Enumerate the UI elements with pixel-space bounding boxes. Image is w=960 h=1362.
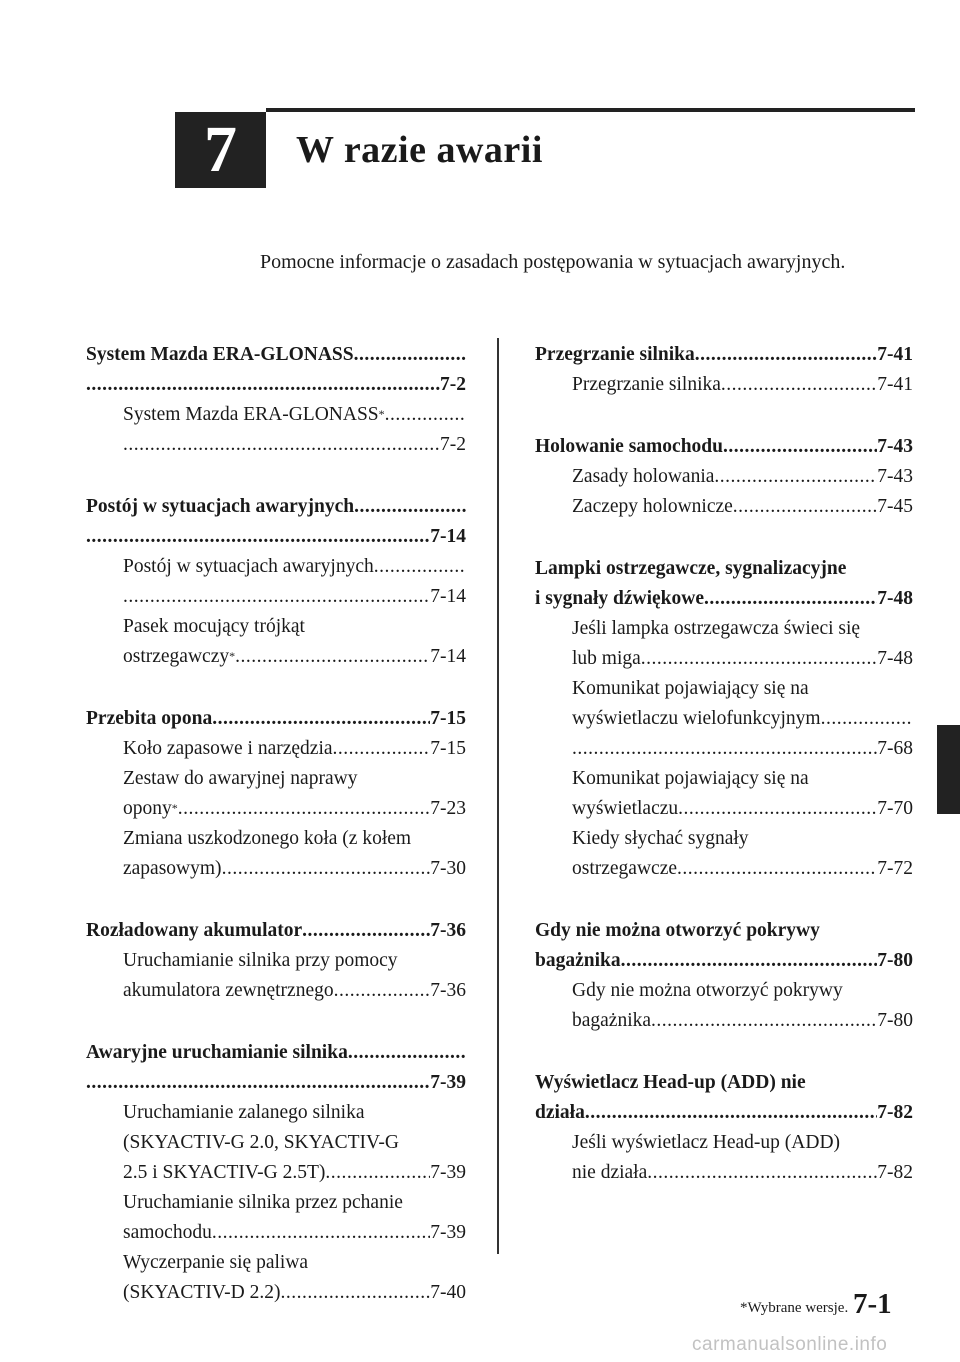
toc-page-ref: 7-23: [430, 798, 466, 819]
toc-entry-text: Komunikat pojawiający się na: [572, 768, 809, 789]
dot-leader: [374, 552, 466, 582]
toc-heading-line: [86, 370, 466, 400]
toc-heading-line: [86, 522, 466, 552]
toc-entry-text: Postój w sytuacjach awaryjnych: [123, 556, 374, 577]
toc-section: [535, 554, 913, 884]
dot-leader: [280, 1278, 430, 1308]
toc-entry-text: Holowanie samochodu: [535, 436, 723, 457]
dot-leader: [86, 370, 440, 400]
dot-leader: [123, 430, 440, 460]
dot-leader: [733, 492, 877, 522]
dot-leader: [385, 400, 466, 430]
toc-entry-text: Koło zapasowe i narzędzia: [123, 738, 333, 759]
toc-entry-text: Komunikat pojawiający się na: [572, 678, 809, 699]
toc-entry-text: Przebita opona: [86, 708, 213, 729]
dot-leader: [821, 704, 913, 734]
toc-page-ref: 7-80: [877, 950, 913, 971]
dot-leader: [123, 582, 430, 612]
toc-entry-line: System Mazda ERA-GLONASS * .....: [86, 400, 466, 430]
toc-entry-text: lub miga: [572, 648, 641, 669]
toc-heading-line: [535, 340, 913, 370]
toc-page-ref: 7-14: [430, 526, 466, 547]
toc-entry-text: wyświetlaczu wielofunkcyjnym: [572, 708, 821, 729]
toc-entry-line: [535, 1158, 913, 1188]
toc-entry-text: ostrzegawcze: [572, 858, 678, 879]
toc-entry-line: [86, 612, 466, 642]
toc-entry-text: Przegrzanie silnika: [535, 344, 695, 365]
chapter-title: W razie awarii: [296, 129, 543, 171]
toc-entry-line: [86, 946, 466, 976]
toc-entry-text: Jeśli wyświetlacz Head-up (ADD): [572, 1132, 841, 1153]
toc-entry-text: Wyczerpanie się paliwa: [123, 1252, 309, 1273]
toc-heading-line: [86, 1068, 466, 1098]
toc-entry-text: Zaczepy holownicze: [572, 496, 733, 517]
toc-entry-line: [535, 704, 913, 734]
toc-heading-line: [86, 704, 466, 734]
toc-page-ref: 7-45: [877, 496, 913, 517]
dot-leader: [178, 794, 431, 824]
dot-leader: [621, 946, 878, 976]
toc-entry-line: [535, 734, 913, 764]
toc-entry-text: zapasowym): [123, 858, 222, 879]
toc-page-ref: 7-68: [877, 738, 913, 759]
dot-leader: [714, 462, 877, 492]
toc-entry-text: 2.5 i SKYACTIV-G 2.5T): [123, 1162, 326, 1183]
toc-page-ref: 7-72: [877, 858, 913, 879]
toc-entry-line: [86, 1158, 466, 1188]
toc-entry-line: [86, 734, 466, 764]
dot-leader: [86, 522, 430, 552]
toc-page-ref: 7-14: [430, 646, 466, 667]
toc-page-ref: 7-43: [877, 436, 913, 457]
toc-entry-line: [535, 764, 913, 794]
toc-heading-line: [86, 492, 466, 522]
toc-entry-text: Awaryjne uruchamianie silnika: [86, 1042, 348, 1063]
toc-page-ref: 7-36: [430, 980, 466, 1001]
toc-page-ref: 7-40: [430, 1282, 466, 1303]
toc-page-ref: 7-82: [877, 1102, 913, 1123]
dot-leader: [302, 916, 430, 946]
toc-section: [86, 916, 466, 1006]
toc-entry-line: [86, 1248, 466, 1278]
dot-leader: [354, 340, 466, 370]
dot-leader: [647, 1158, 877, 1188]
toc-page-ref: 7-15: [430, 708, 466, 729]
toc-left-column: [86, 340, 466, 1340]
toc-entry-line: [86, 764, 466, 794]
toc-entry-text: Postój w sytuacjach awaryjnych: [86, 496, 355, 517]
toc-entry-line: [535, 674, 913, 704]
dot-leader: [222, 854, 431, 884]
dot-leader: [677, 854, 877, 884]
toc-page-ref: 7-41: [877, 344, 913, 365]
toc-entry-text: Wyświetlacz Head-up (ADD) nie: [535, 1072, 806, 1093]
toc-entry-text: System Mazda ERA-GLONASS: [123, 404, 379, 425]
chapter-intro: Pomocne informacje o zasadach postępowania w sytuacjach awaryjnych.: [260, 251, 846, 273]
toc-heading-line: [86, 1038, 466, 1068]
toc-section: [535, 1068, 913, 1188]
toc-section: [535, 916, 913, 1036]
toc-page-ref: 7-15: [430, 738, 466, 759]
toc-page-ref: 7-48: [877, 648, 913, 669]
dot-leader: [235, 642, 430, 672]
toc-entry-text: bagażnika: [572, 1010, 652, 1031]
toc-section: [535, 432, 913, 522]
toc-entry-text: nie działa: [572, 1162, 648, 1183]
toc-entry-text: Gdy nie można otworzyć pokrywy: [572, 980, 843, 1001]
title-rule: [266, 108, 915, 112]
toc-entry-line: [86, 1188, 466, 1218]
toc-entry-text: Zasady holowania: [572, 466, 715, 487]
toc-entry-line: [86, 1278, 466, 1308]
toc-entry-text: Uruchamianie silnika przez pchanie: [123, 1192, 403, 1213]
dot-leader: [585, 1098, 877, 1128]
toc-entry-line: [86, 430, 466, 460]
dot-leader: [721, 370, 877, 400]
toc-page-ref: 7-2: [440, 374, 466, 395]
dot-leader: [354, 492, 466, 522]
toc-page-ref: 7-39: [430, 1072, 466, 1093]
toc-heading-line: [535, 1098, 913, 1128]
toc-page-ref: 7-39: [430, 1162, 466, 1183]
toc-entry-line: [535, 976, 913, 1006]
column-divider: [497, 338, 499, 1254]
toc-heading-line: [535, 554, 913, 584]
chapter-number: 7: [204, 113, 237, 186]
toc-page-ref: 7-39: [430, 1222, 466, 1243]
dot-leader: [704, 584, 877, 614]
toc-entry-line: ostrzegawczy * ..... 7-14: [86, 642, 466, 672]
toc-entry-line: [535, 824, 913, 854]
toc-entry-text: (SKYACTIV-D 2.2): [123, 1282, 281, 1303]
dot-leader: [695, 340, 877, 370]
toc-entry-text: akumulatora zewnętrznego: [123, 980, 334, 1001]
dot-leader: [572, 734, 877, 764]
toc-entry-text: Zestaw do awaryjnej naprawy: [123, 768, 358, 789]
toc-page-ref: 7-30: [430, 858, 466, 879]
toc-heading-line: [535, 1068, 913, 1098]
toc-section: [86, 492, 466, 672]
toc-entry-text: ostrzegawczy: [123, 646, 230, 667]
toc-entry-text: Lampki ostrzegawcze, sygnalizacyjne: [535, 558, 847, 579]
toc-entry-text: opony: [123, 798, 172, 819]
toc-page-ref: 7-14: [430, 586, 466, 607]
dot-leader: [641, 644, 877, 674]
toc-entry-text: Gdy nie można otworzyć pokrywy: [535, 920, 820, 941]
toc-entry-text: wyświetlaczu: [572, 798, 679, 819]
toc-entry-text: Rozładowany akumulator: [86, 920, 303, 941]
toc-page-ref: 7-80: [877, 1010, 913, 1031]
toc-entry-text: System Mazda ERA-GLONASS: [86, 344, 354, 365]
toc-entry-line: [535, 794, 913, 824]
toc-entry-text: Uruchamianie silnika przy pomocy: [123, 950, 398, 971]
dot-leader: [678, 794, 877, 824]
dot-leader: [212, 704, 430, 734]
watermark: carmanualsonline.info: [692, 1334, 888, 1355]
toc-entry-line: [535, 614, 913, 644]
dot-leader: [212, 1218, 430, 1248]
toc-section: [86, 704, 466, 884]
toc-entry-text: Jeśli lampka ostrzegawcza świeci się: [572, 618, 861, 639]
chapter-side-tab: [937, 725, 960, 814]
toc-page-ref: 7-70: [877, 798, 913, 819]
page-number: 7-1: [853, 1288, 892, 1320]
toc-entry-line: [535, 462, 913, 492]
toc-heading-line: [86, 340, 466, 370]
toc-entry-line: opony * ..... 7-23: [86, 794, 466, 824]
toc-heading-line: [535, 946, 913, 976]
toc-heading-line: [535, 432, 913, 462]
dot-leader: [325, 1158, 430, 1188]
toc-page-ref: 7-36: [430, 920, 466, 941]
chapter-number-box: [175, 112, 266, 188]
toc-entry-line: [86, 1098, 466, 1128]
dot-leader: [348, 1038, 466, 1068]
toc-page-ref: 7-41: [877, 374, 913, 395]
toc-heading-line: [535, 916, 913, 946]
toc-page-ref: 7-48: [877, 588, 913, 609]
toc-entry-line: [86, 1128, 466, 1158]
dot-leader: [651, 1006, 877, 1036]
toc-entry-text: Pasek mocujący trójkąt: [123, 616, 305, 637]
toc-entry-line: [86, 1218, 466, 1248]
toc-right-column: [535, 340, 913, 1220]
toc-entry-line: [86, 582, 466, 612]
dot-leader: [86, 1068, 430, 1098]
toc-section: [535, 340, 913, 400]
toc-section: [86, 340, 466, 460]
toc-section: [86, 1038, 466, 1308]
toc-entry-text: Przegrzanie silnika: [572, 374, 721, 395]
toc-entry-line: [535, 854, 913, 884]
toc-entry-line: [535, 1006, 913, 1036]
toc-entry-text: (SKYACTIV-G 2.0, SKYACTIV-G: [123, 1132, 399, 1153]
toc-entry-text: Zmiana uszkodzonego koła (z kołem: [123, 828, 412, 849]
toc-entry-line: [535, 1128, 913, 1158]
toc-entry-text: i sygnały dźwiękowe: [535, 588, 705, 609]
toc-page-ref: 7-43: [877, 466, 913, 487]
toc-entry-text: działa: [535, 1102, 585, 1123]
dot-leader: [723, 432, 877, 462]
toc-entry-line: [535, 644, 913, 674]
toc-entry-text: samochodu: [123, 1222, 212, 1243]
toc-entry-line: [535, 492, 913, 522]
dot-leader: [334, 976, 431, 1006]
dot-leader: [333, 734, 431, 764]
toc-page-ref: 7-2: [440, 434, 466, 455]
toc-entry-text: bagażnika: [535, 950, 621, 971]
toc-entry-line: [86, 552, 466, 582]
toc-entry-line: [535, 370, 913, 400]
toc-entry-line: [86, 824, 466, 854]
toc-page-ref: 7-82: [877, 1162, 913, 1183]
toc-heading-line: [535, 584, 913, 614]
toc-entry-line: [86, 976, 466, 1006]
toc-heading-line: [86, 916, 466, 946]
footnote: *Wybrane wersje.: [740, 1300, 849, 1316]
toc-entry-line: [86, 854, 466, 884]
toc-entry-text: Kiedy słychać sygnały: [572, 828, 749, 849]
toc-entry-text: Uruchamianie zalanego silnika: [123, 1102, 365, 1123]
